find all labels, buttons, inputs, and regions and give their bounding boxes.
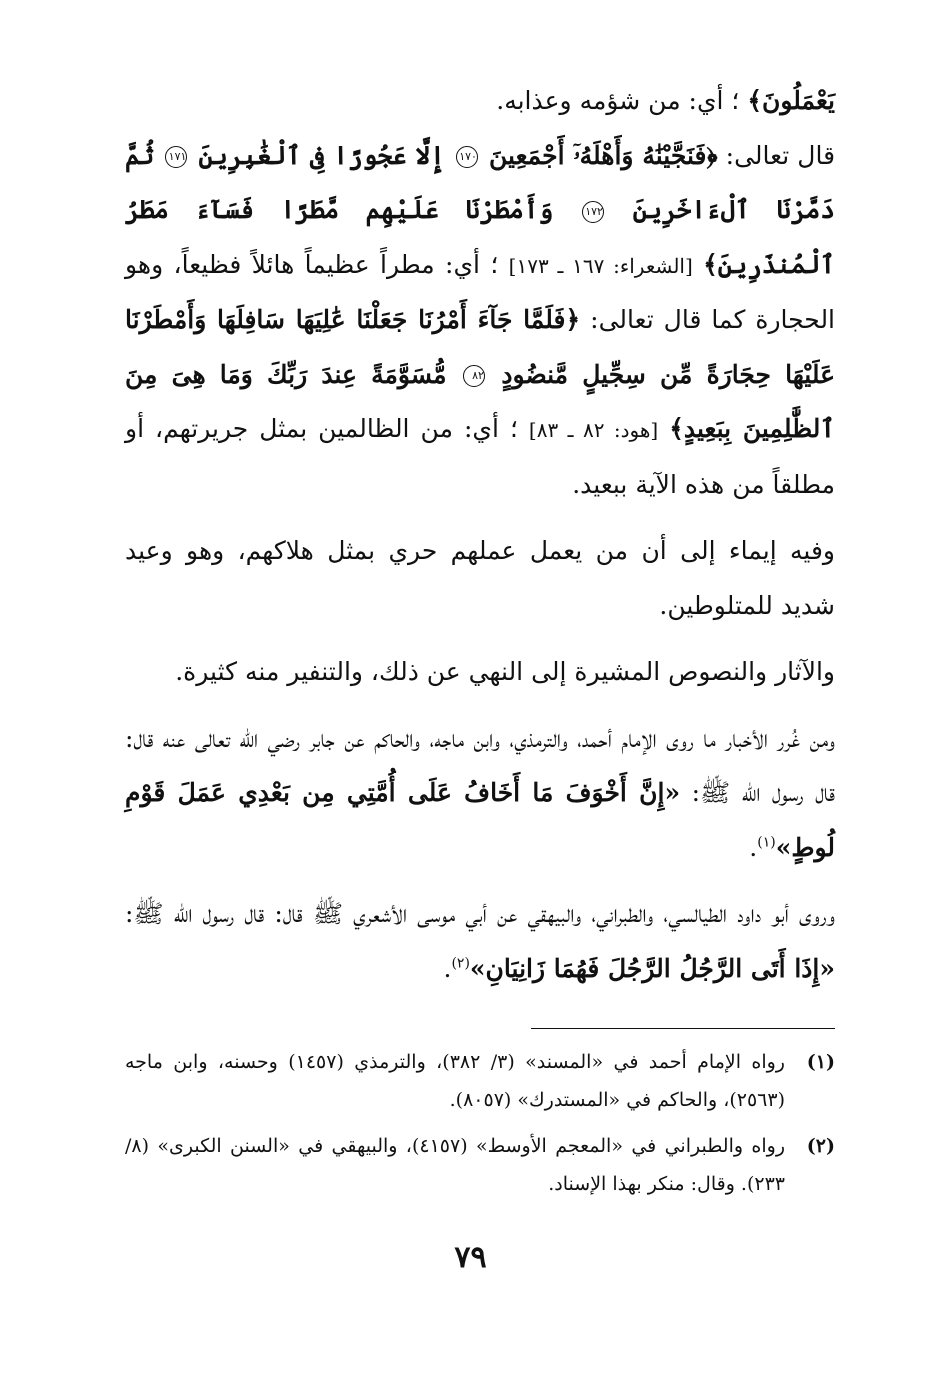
ayah-number-badge: ٨٢ [463,365,485,387]
page-number: ٧٩ [454,1240,487,1275]
quran-verse: ثُمَّ دَمَّرْنَا ٱلْءَاخَرِينَ [125,140,835,224]
footnote-reference[interactable]: (٢) [451,955,470,972]
quran-verse: وَأَمْطَرْنَا عَلَيْهِم مَّطَرًا فَسَآءَ مَطَرُ ٱلْمُنذَرِينَ﴾ [125,195,835,279]
hadith-quote: «إِنَّ أَخْوَفَ مَا أَخَافُ عَلَى أُمَّتِي مِن بَعْدِي عَمَلَ قَوْمِ لُوطٍ» [125,778,835,862]
ayah-number-badge: ١٧٠ [456,146,478,168]
ayah-number-badge: ١٧٢ [582,201,604,223]
paragraph-6 [125,887,835,996]
ayah-number-badge: ١٧١ [165,146,187,168]
paragraph-text: ؛ أي: من شؤمه وعذابه. [496,86,740,115]
footnote-number: (١) [806,1051,835,1073]
quran-reference: [الشعراء: ١٦٧ ـ ١٧٣] [508,253,693,278]
footnote-number: (٢) [806,1135,835,1157]
footnote-text: رواه الإمام أحمد في «المسند» (٣/ ٣٨٢)، والترمذي (١٤٥٧) وحسنه، وابن ماجه (٢٥٦٣)، والحاكم في «المستدرك» (٨٠٥٧). [125,1051,785,1111]
footnotes [125,1043,835,1211]
sentence-end: . [443,953,452,983]
paragraph-2 [125,129,835,513]
footnote-text: رواه والطبراني في «المعجم الأوسط» (٤١٥٧)، والبيهقي في «السنن الكبرى» (٨/ ٢٣٣). وقال: منكر بهذا الإسناد. [125,1135,785,1195]
quran-verse: يَعْمَلُونَ﴾ [747,86,835,115]
paragraph-text: ومن غُرر الأخبار ما روى الإمام أحمد، والترمذي، وابن ماجه، والحاكم عن جابر رضي الله تعالى عنه قال: قال رسول الله ﷺ: [125,723,835,807]
paragraph-text: ؛ أي: من الظالمين بمثل جريرتهم، أو مطلقاً من هذه الآية ببعيد. [125,414,835,499]
paragraph-5 [125,712,835,876]
paragraph-text: قال تعالى: [725,140,836,170]
quran-verse: ﴿فَلَمَّا جَآءَ أَمْرُنَا جَعَلْنَا عَٰلِيَهَا سَافِلَهَا وَأَمْطَرْنَا عَلَيْهَا حِجَارَةً مِّن سِجِّيلٍ مَّنضُودٍ [125,305,836,389]
paragraph-text: وروى أبو داود الطيالسي، والطبراني، والبيهقي عن أبي موسى الأشعري ﷺ قال: قال رسول الله ﷺ: [125,899,835,928]
quran-verse: مُّسَوَّمَةً عِندَ رَبِّكَ وَمَا هِىَ مِنَ ٱلظَّٰلِمِينَ بِبَعِيدٍ﴾ [125,359,835,443]
footnote-reference[interactable]: (١) [757,834,776,851]
paragraph-4: والآثار والنصوص المشيرة إلى النهي عن ذلك، والتنفير منه كثيرة. [175,657,835,686]
page-body [125,74,835,1008]
footnote-item [125,1127,835,1203]
paragraph-text: ؛ أي: مطراً عظيماً هائلاً فظيعاً، وهو الحجارة كما قال تعالى: [125,249,836,334]
footnote-divider [531,1028,835,1029]
quran-verse: إِلَّا عَجُوزًا فِى ٱلْغَٰبِرِينَ [198,140,445,170]
paragraph-3: وفيه إيماء إلى أن من يعمل عملهم حري بمثل هلاكهم، وهو وعيد شديد للمتلوطين. [125,536,835,620]
hadith-quote: «إِذَا أَتَى الرَّجُلُ الرَّجُلَ فَهُمَا زَانِيَانِ» [469,953,835,983]
footnote-item [125,1043,835,1119]
sentence-end: . [749,832,758,862]
quran-reference: [هود: ٨٢ ـ ٨٣] [528,418,659,442]
paragraph-1 [125,74,835,129]
quran-verse: ﴿فَنَجَّيْنَٰهُ وَأَهْلَهُۥٓ أَجْمَعِينَ [489,140,718,170]
